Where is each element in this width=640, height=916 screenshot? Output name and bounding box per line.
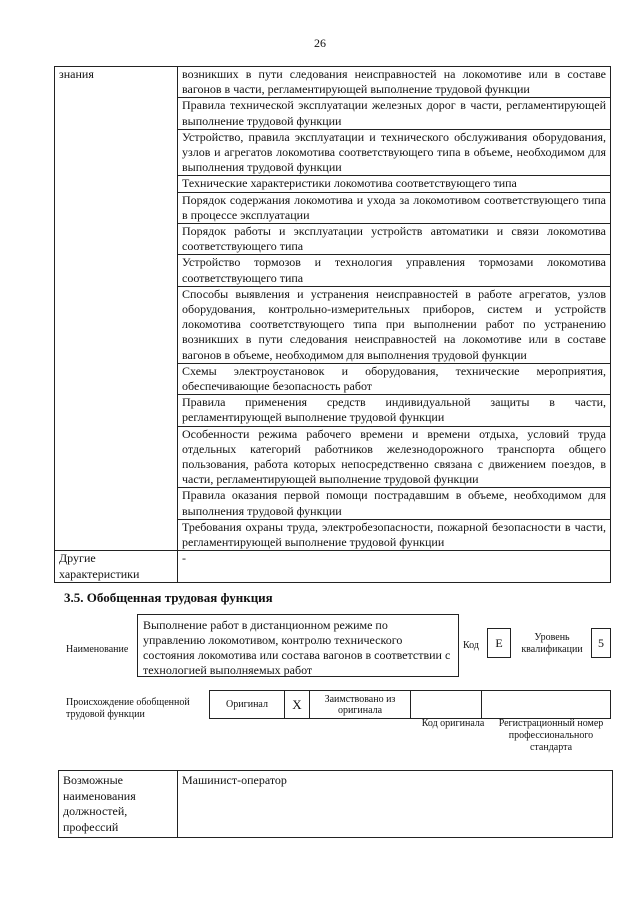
code-value: E — [495, 636, 503, 650]
knowledge-item: возникших в пути следования неисправностей на локомотиве или в составе вагонов в части, регламентирующей выполнение трудовой функции — [178, 67, 611, 98]
knowledge-label: знания — [55, 67, 178, 551]
knowledge-item: Порядок содержания локомотива и ухода за локомотивом соответствующего типа в процессе эксплуатации — [178, 192, 611, 223]
origin-label: Происхождение обобщенной трудовой функции — [66, 697, 190, 720]
knowledge-item: Правила оказания первой помощи пострадавшим в объеме, необходимом для выполнения трудовой функции — [178, 488, 611, 519]
knowledge-table — [54, 66, 611, 583]
original-label: Оригинал — [210, 691, 285, 719]
level-label: Уровень квалификации — [521, 632, 583, 655]
knowledge-item: Устройство, правила эксплуатации и технического обслуживания оборудования, узлов и агрегатов локомотива соответствующего типа в объеме, необходимом для выполнения трудовой функции — [178, 129, 611, 176]
knowledge-item: Правила технической эксплуатации железных дорог в части, регламентирующей выполнение трудовой функции — [178, 98, 611, 129]
section-title: 3.5. Обобщенная трудовая функция — [64, 590, 273, 605]
code-label: Код — [463, 640, 479, 651]
level-value: 5 — [598, 636, 604, 650]
code-caption: Код оригинала — [421, 718, 485, 729]
origin-table — [209, 690, 611, 719]
positions-label: Возможные наименования должностей, профессий — [59, 771, 178, 838]
knowledge-item: Схемы электроустановок и оборудования, технические мероприятия, обеспечивающие безопасность работ — [178, 363, 611, 394]
original-mark: X — [285, 691, 310, 719]
name-label: Наименование — [66, 644, 129, 655]
code-box — [487, 628, 511, 658]
page-number: 26 — [314, 36, 326, 50]
registration-number-cell — [482, 691, 611, 719]
knowledge-item: Технические характеристики локомотива соответствующего типа — [178, 176, 611, 192]
original-code-cell — [411, 691, 482, 719]
positions-table — [58, 770, 613, 838]
other-characteristics-label: Другие характеристики — [55, 551, 178, 582]
function-name-value: Выполнение работ в дистанционном режиме по управлению локомотивом, контролю технического состояния локомотива или состава вагонов в соответствии с технологией выполняемых работ — [143, 618, 451, 677]
knowledge-item: Особенности режима рабочего времени и времени отдыха, условий труда отдельных категорий работников железнодорожного транспорта общего пользования, работа которых непосредственно связана с движением поездов, в части, регламентирующей выполнение трудовой функции — [178, 426, 611, 488]
knowledge-item: Правила применения средств индивидуальной защиты в части, регламентирующей выполнение трудовой функции — [178, 395, 611, 426]
knowledge-item: Требования охраны труда, электробезопасности, пожарной безопасности в части, регламентирующей выполнение трудовой функции — [178, 519, 611, 550]
function-name-box — [137, 614, 459, 677]
registration-caption: Регистрационный номер профессионального стандарта — [498, 718, 604, 753]
knowledge-item: Порядок работы и эксплуатации устройств автоматики и связи локомотива соответствующего типа — [178, 224, 611, 255]
positions-value: Машинист-оператор — [178, 771, 613, 838]
borrowed-label: Заимствовано из оригинала — [310, 691, 411, 719]
level-box — [591, 628, 611, 658]
knowledge-item: Устройство тормозов и технология управления тормозами локомотива соответствующего типа — [178, 255, 611, 286]
other-characteristics-value: - — [178, 551, 611, 582]
knowledge-item: Способы выявления и устранения неисправностей в работе агрегатов, узлов оборудования, контрольно-измерительных приборов, систем и устройств локомотива соответствующего типа при выполнении работ по устранению возникших в пути следования неисправностей на локомотиве или в составе вагонов в объеме, необходимом для выполнения трудовой функции — [178, 286, 611, 363]
